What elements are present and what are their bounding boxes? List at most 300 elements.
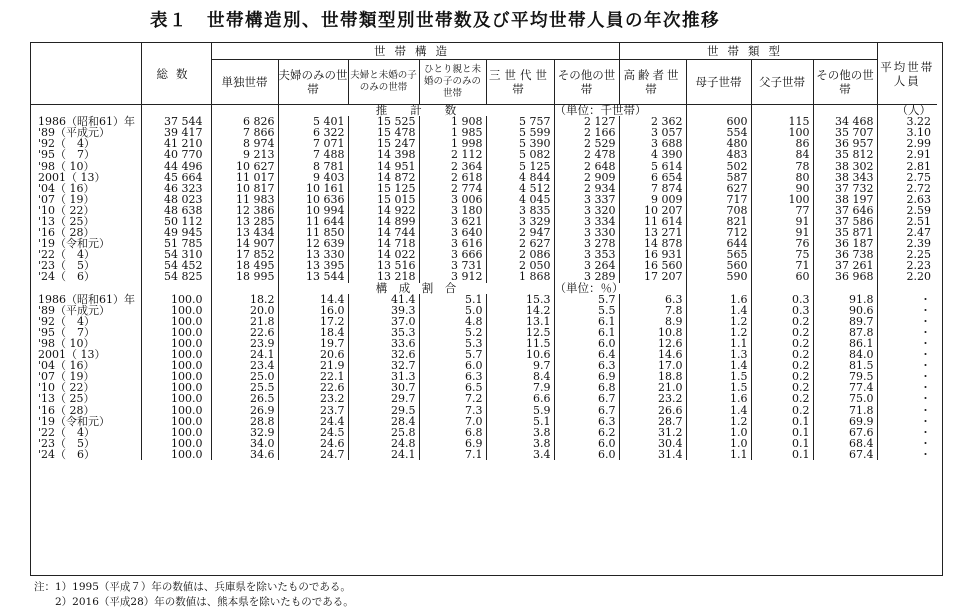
- percent-cell: ・: [877, 449, 937, 460]
- count-cell: 35 871: [813, 227, 877, 238]
- count-cell: 11 017: [211, 172, 278, 183]
- percent-cell: 1.2: [686, 316, 751, 327]
- count-cell: 51 785: [141, 238, 211, 249]
- count-cell: 9 009: [619, 194, 686, 205]
- percent-cell: 6.3: [554, 360, 619, 371]
- count-cell: 3 621: [419, 216, 486, 227]
- percent-cell: 1.0: [686, 438, 751, 449]
- count-cell: 36 957: [813, 138, 877, 149]
- percent-cell: 6.8: [554, 382, 619, 393]
- count-cell: 37 544: [141, 116, 211, 127]
- count-cell: 14 398: [348, 149, 419, 160]
- count-cell: 86: [751, 138, 813, 149]
- count-cell: 48 023: [141, 194, 211, 205]
- household-table: [31, 43, 937, 460]
- percent-cell: 1.6: [686, 393, 751, 404]
- count-cell: 3 616: [419, 238, 486, 249]
- count-cell: 37 732: [813, 183, 877, 194]
- col-couple: 夫婦のみの世帯: [278, 60, 348, 105]
- percent-cell: 41.4: [348, 294, 419, 305]
- percent-cell: ・: [877, 371, 937, 382]
- percent-cell: 100.0: [141, 438, 211, 449]
- row-year-label: '95（ 7）: [38, 148, 96, 162]
- percent-cell: 6.3: [554, 416, 619, 427]
- count-cell: 15 525: [348, 116, 419, 127]
- percent-cell: 22.6: [211, 327, 278, 338]
- row-year-label: '89（平成元）: [38, 303, 111, 317]
- percent-cell: 87.8: [813, 327, 877, 338]
- count-cell: 46 323: [141, 183, 211, 194]
- percent-cell: ・: [877, 405, 937, 416]
- count-cell: 36 968: [813, 271, 877, 282]
- col-couple-kids: 夫婦と未婚の子のみの世帯: [348, 60, 419, 105]
- percent-cell: 16.0: [278, 305, 348, 316]
- count-cell: 2 166: [554, 127, 619, 138]
- count-cell: 1 908: [419, 116, 486, 127]
- count-cell: 3 912: [419, 271, 486, 282]
- table-title: 表１ 世帯構造別、世帯類型別世帯数及び平均世帯人員の年次推移: [150, 11, 720, 31]
- count-cell: 15 478: [348, 127, 419, 138]
- count-cell: 18 995: [211, 271, 278, 282]
- count-cell: 8 781: [278, 160, 348, 171]
- count-cell: 84: [751, 149, 813, 160]
- count-cell: 14 951: [348, 160, 419, 171]
- count-cell: 1 868: [486, 271, 554, 282]
- percent-cell: ・: [877, 416, 937, 427]
- percent-cell: 18.4: [278, 327, 348, 338]
- count-cell: 90: [751, 183, 813, 194]
- percent-cell: 23.7: [278, 405, 348, 416]
- count-cell: 2.51: [877, 216, 937, 227]
- percent-cell: 7.8: [619, 305, 686, 316]
- table-header: [31, 43, 937, 105]
- count-cell: 708: [686, 205, 751, 216]
- percent-cell: 6.4: [554, 349, 619, 360]
- percent-cell: 75.0: [813, 393, 877, 404]
- percent-cell: 8.4: [486, 371, 554, 382]
- percent-cell: 0.1: [751, 427, 813, 438]
- count-cell: 16 560: [619, 260, 686, 271]
- count-cell: 3 666: [419, 249, 486, 260]
- row-year-label: '10（ 22）: [38, 381, 95, 395]
- count-cell: 502: [686, 160, 751, 171]
- table-row: [31, 405, 937, 416]
- count-cell: 38 343: [813, 172, 877, 183]
- percent-cell: ・: [877, 327, 937, 338]
- row-year-label: '19（令和元）: [38, 237, 111, 251]
- count-cell: 10 161: [278, 183, 348, 194]
- count-cell: 17 852: [211, 249, 278, 260]
- count-cell: 54 452: [141, 260, 211, 271]
- col-total: 総数: [141, 43, 211, 105]
- percent-cell: 6.7: [554, 393, 619, 404]
- count-cell: 115: [751, 116, 813, 127]
- percent-cell: 5.3: [419, 338, 486, 349]
- percent-cell: 6.7: [554, 405, 619, 416]
- count-cell: 36 187: [813, 238, 877, 249]
- percent-cell: 14.2: [486, 305, 554, 316]
- count-cell: 14 922: [348, 205, 419, 216]
- percent-cell: 100.0: [141, 338, 211, 349]
- footnotes: [34, 580, 354, 610]
- count-cell: 12 639: [278, 238, 348, 249]
- percent-cell: 1.4: [686, 360, 751, 371]
- count-cell: 2.75: [877, 172, 937, 183]
- section-count-label: 推 計 数: [278, 105, 554, 117]
- count-cell: 3 731: [419, 260, 486, 271]
- col-single: 単独世帯: [211, 60, 278, 105]
- table-row: [31, 449, 937, 460]
- count-cell: 12 386: [211, 205, 278, 216]
- percent-cell: 67.6: [813, 427, 877, 438]
- table-row: [31, 271, 937, 282]
- percent-cell: 6.1: [554, 327, 619, 338]
- count-cell: 590: [686, 271, 751, 282]
- count-cell: 2.59: [877, 205, 937, 216]
- percent-cell: 11.5: [486, 338, 554, 349]
- corner-cell: [31, 43, 141, 105]
- percent-cell: 79.5: [813, 371, 877, 382]
- count-cell: 6 654: [619, 172, 686, 183]
- count-cell: 100: [751, 194, 813, 205]
- percent-cell: 5.7: [554, 294, 619, 305]
- row-year-label: '10（ 22）: [38, 203, 95, 217]
- row-year-label: 1986（昭和61）年: [38, 292, 135, 306]
- count-cell: 14 718: [348, 238, 419, 249]
- percent-cell: 37.0: [348, 316, 419, 327]
- count-cell: 2.25: [877, 249, 937, 260]
- percent-cell: 67.4: [813, 449, 877, 460]
- percent-cell: 1.1: [686, 449, 751, 460]
- percent-cell: 26.6: [619, 405, 686, 416]
- row-year-label: '98（ 10）: [38, 159, 95, 173]
- count-cell: 38 197: [813, 194, 877, 205]
- percent-cell: 7.1: [419, 449, 486, 460]
- percent-cell: 1.1: [686, 338, 751, 349]
- count-cell: 560: [686, 260, 751, 271]
- percent-cell: 84.0: [813, 349, 877, 360]
- count-cell: 13 544: [278, 271, 348, 282]
- count-cell: 4 512: [486, 183, 554, 194]
- percent-cell: 24.6: [278, 438, 348, 449]
- count-cell: 7 488: [278, 149, 348, 160]
- count-cell: 2 947: [486, 227, 554, 238]
- count-cell: 35 707: [813, 127, 877, 138]
- count-cell: 3 320: [554, 205, 619, 216]
- count-cell: 7 071: [278, 138, 348, 149]
- count-cell: 77: [751, 205, 813, 216]
- count-cell: 2 529: [554, 138, 619, 149]
- count-cell: 5 401: [278, 116, 348, 127]
- count-cell: 587: [686, 172, 751, 183]
- table-row: [31, 149, 937, 160]
- percent-cell: 3.8: [486, 438, 554, 449]
- count-cell: 5 125: [486, 160, 554, 171]
- percent-cell: 29.5: [348, 405, 419, 416]
- count-cell: 18 495: [211, 260, 278, 271]
- count-cell: 8 974: [211, 138, 278, 149]
- count-cell: 5 082: [486, 149, 554, 160]
- count-cell: 1 998: [419, 138, 486, 149]
- count-cell: 3.22: [877, 116, 937, 127]
- percent-cell: 6.8: [419, 427, 486, 438]
- count-cell: 78: [751, 160, 813, 171]
- percent-cell: 1.3: [686, 349, 751, 360]
- percent-cell: 0.2: [751, 316, 813, 327]
- count-cell: 50 112: [141, 216, 211, 227]
- row-year-label: '13（ 25）: [38, 214, 95, 228]
- percent-cell: ・: [877, 427, 937, 438]
- count-cell: 2.20: [877, 271, 937, 282]
- count-cell: 15 125: [348, 183, 419, 194]
- percent-cell: 24.7: [278, 449, 348, 460]
- percent-cell: 17.0: [619, 360, 686, 371]
- count-cell: 7 874: [619, 183, 686, 194]
- percent-cell: 100.0: [141, 316, 211, 327]
- count-cell: 712: [686, 227, 751, 238]
- count-cell: 2 364: [419, 160, 486, 171]
- section-count-unit: （単位：千世帯）: [554, 105, 686, 117]
- count-cell: 1 985: [419, 127, 486, 138]
- percent-cell: ・: [877, 393, 937, 404]
- percent-cell: 22.6: [278, 382, 348, 393]
- percent-cell: 3.4: [486, 449, 554, 460]
- percent-cell: 100.0: [141, 449, 211, 460]
- count-cell: 41 210: [141, 138, 211, 149]
- row-year-label: '13（ 25）: [38, 392, 95, 406]
- percent-cell: 100.0: [141, 327, 211, 338]
- count-cell: 39 417: [141, 127, 211, 138]
- count-cell: 644: [686, 238, 751, 249]
- count-cell: 3 330: [554, 227, 619, 238]
- percent-cell: ・: [877, 382, 937, 393]
- count-cell: 3.10: [877, 127, 937, 138]
- percent-cell: 1.2: [686, 327, 751, 338]
- count-cell: 5 390: [486, 138, 554, 149]
- percent-cell: 0.2: [751, 338, 813, 349]
- count-cell: 3 278: [554, 238, 619, 249]
- count-cell: 36 738: [813, 249, 877, 260]
- percent-cell: 39.3: [348, 305, 419, 316]
- percent-cell: 100.0: [141, 382, 211, 393]
- section-pct-unit: （単位：％）: [554, 283, 686, 294]
- percent-cell: ・: [877, 305, 937, 316]
- percent-cell: 6.1: [554, 316, 619, 327]
- col-avg-size: 平均世帯人員: [877, 43, 937, 105]
- percent-cell: 77.4: [813, 382, 877, 393]
- count-cell: 2 627: [486, 238, 554, 249]
- percent-cell: 6.0: [554, 338, 619, 349]
- count-cell: 15 015: [348, 194, 419, 205]
- row-year-label: '24（ 6）: [38, 270, 96, 284]
- percent-cell: 5.7: [419, 349, 486, 360]
- percent-cell: 6.0: [554, 449, 619, 460]
- percent-cell: 100.0: [141, 294, 211, 305]
- count-cell: 2.99: [877, 138, 937, 149]
- percent-cell: 1.5: [686, 371, 751, 382]
- count-cell: 3 180: [419, 205, 486, 216]
- percent-cell: 26.5: [211, 393, 278, 404]
- percent-cell: 12.6: [619, 338, 686, 349]
- percent-cell: 100.0: [141, 393, 211, 404]
- percent-cell: 24.8: [348, 438, 419, 449]
- count-cell: 80: [751, 172, 813, 183]
- count-cell: 2 112: [419, 149, 486, 160]
- count-cell: 2 648: [554, 160, 619, 171]
- percent-cell: 5.1: [486, 416, 554, 427]
- percent-cell: 21.9: [278, 360, 348, 371]
- percent-cell: 1.6: [686, 294, 751, 305]
- count-cell: 10 817: [211, 183, 278, 194]
- percent-cell: 0.3: [751, 305, 813, 316]
- percent-cell: 100.0: [141, 349, 211, 360]
- count-cell: 2.63: [877, 194, 937, 205]
- percent-cell: 8.9: [619, 316, 686, 327]
- count-cell: 71: [751, 260, 813, 271]
- row-year-label: 2001（ 13）: [38, 170, 106, 184]
- section-pct-label: 構 成 割 合: [278, 283, 554, 294]
- percent-cell: 3.8: [486, 427, 554, 438]
- count-cell: 54 310: [141, 249, 211, 260]
- count-cell: 17 207: [619, 271, 686, 282]
- count-cell: 3 329: [486, 216, 554, 227]
- count-cell: 2 478: [554, 149, 619, 160]
- row-year-label: '98（ 10）: [38, 337, 95, 351]
- count-cell: 11 614: [619, 216, 686, 227]
- count-cell: 11 644: [278, 216, 348, 227]
- count-cell: 45 664: [141, 172, 211, 183]
- percent-cell: 100.0: [141, 416, 211, 427]
- count-cell: 14 022: [348, 249, 419, 260]
- percent-cell: 0.1: [751, 449, 813, 460]
- percent-cell: 22.1: [278, 371, 348, 382]
- count-cell: 10 207: [619, 205, 686, 216]
- percent-cell: 28.7: [619, 416, 686, 427]
- percent-cell: 91.8: [813, 294, 877, 305]
- percent-cell: 21.8: [211, 316, 278, 327]
- percent-cell: 25.0: [211, 371, 278, 382]
- percent-cell: 0.2: [751, 371, 813, 382]
- count-cell: 13 434: [211, 227, 278, 238]
- count-cell: 14 878: [619, 238, 686, 249]
- percent-cell: 25.5: [211, 382, 278, 393]
- percent-cell: 31.4: [619, 449, 686, 460]
- percent-cell: 5.9: [486, 405, 554, 416]
- count-cell: 34 468: [813, 116, 877, 127]
- percent-cell: 15.3: [486, 294, 554, 305]
- count-cell: 13 218: [348, 271, 419, 282]
- count-cell: 2.47: [877, 227, 937, 238]
- percent-cell: 23.9: [211, 338, 278, 349]
- count-cell: 75: [751, 249, 813, 260]
- col-single-parent: ひとり親と未婚の子のみの世帯: [419, 60, 486, 105]
- row-year-label: '16（ 28）: [38, 403, 95, 417]
- table-row: [31, 172, 937, 183]
- count-cell: 2 774: [419, 183, 486, 194]
- percent-cell: 6.9: [419, 438, 486, 449]
- percent-cell: 5.0: [419, 305, 486, 316]
- row-year-label: '04（ 16）: [38, 181, 95, 195]
- section-avg-unit: （人）: [877, 105, 937, 117]
- percent-cell: 100.0: [141, 360, 211, 371]
- percent-cell: 18.8: [619, 371, 686, 382]
- count-cell: 2 362: [619, 116, 686, 127]
- count-cell: 54 825: [141, 271, 211, 282]
- row-year-label: '22（ 4）: [38, 248, 96, 262]
- percent-cell: 32.6: [348, 349, 419, 360]
- percent-cell: 17.2: [278, 316, 348, 327]
- count-cell: 600: [686, 116, 751, 127]
- percent-cell: 0.1: [751, 438, 813, 449]
- row-year-label: '92（ 4）: [38, 137, 96, 151]
- count-cell: 5 757: [486, 116, 554, 127]
- footnote-1: 注：1）1995（平成７）年の数値は、兵庫県を除いたものである。: [34, 581, 351, 593]
- percent-cell: 100.0: [141, 305, 211, 316]
- percent-cell: 23.2: [278, 393, 348, 404]
- count-cell: 10 627: [211, 160, 278, 171]
- count-cell: 7 866: [211, 127, 278, 138]
- percent-cell: 0.2: [751, 349, 813, 360]
- percent-cell: 28.8: [211, 416, 278, 427]
- count-cell: 2.39: [877, 238, 937, 249]
- percent-cell: 100.0: [141, 405, 211, 416]
- percent-cell: 6.6: [486, 393, 554, 404]
- percent-cell: 1.5: [686, 382, 751, 393]
- row-year-label: '04（ 16）: [38, 359, 95, 373]
- count-cell: 48 638: [141, 205, 211, 216]
- percent-cell: 32.9: [211, 427, 278, 438]
- count-cell: 10 636: [278, 194, 348, 205]
- percent-cell: 21.0: [619, 382, 686, 393]
- percent-cell: 34.0: [211, 438, 278, 449]
- count-cell: 37 261: [813, 260, 877, 271]
- count-cell: 9 403: [278, 172, 348, 183]
- count-cell: 49 945: [141, 227, 211, 238]
- count-cell: 13 395: [278, 260, 348, 271]
- count-cell: 4 045: [486, 194, 554, 205]
- count-cell: 35 812: [813, 149, 877, 160]
- count-cell: 480: [686, 138, 751, 149]
- count-cell: 44 496: [141, 160, 211, 171]
- percent-cell: 30.4: [619, 438, 686, 449]
- percent-cell: 26.9: [211, 405, 278, 416]
- col-other-struct: その他の世帯: [554, 60, 619, 105]
- count-cell: 6 322: [278, 127, 348, 138]
- percent-cell: 34.6: [211, 449, 278, 460]
- col-mother-child: 母子世帯: [686, 60, 751, 105]
- row-year-label: '95（ 7）: [38, 325, 96, 339]
- table-row: [31, 393, 937, 404]
- percent-cell: 89.7: [813, 316, 877, 327]
- percent-cell: ・: [877, 338, 937, 349]
- count-cell: 2 050: [486, 260, 554, 271]
- percent-cell: 24.1: [211, 349, 278, 360]
- percent-cell: 7.0: [419, 416, 486, 427]
- count-cell: 37 586: [813, 216, 877, 227]
- col-other-type: その他の世帯: [813, 60, 877, 105]
- percent-cell: 6.0: [419, 360, 486, 371]
- percent-cell: 0.2: [751, 360, 813, 371]
- percent-cell: 100.0: [141, 371, 211, 382]
- count-cell: 76: [751, 238, 813, 249]
- count-cell: 11 850: [278, 227, 348, 238]
- percent-cell: 6.0: [554, 438, 619, 449]
- percent-cell: 5.5: [554, 305, 619, 316]
- percent-cell: 31.2: [619, 427, 686, 438]
- count-cell: 38 302: [813, 160, 877, 171]
- count-cell: 3 688: [619, 138, 686, 149]
- count-cell: 91: [751, 227, 813, 238]
